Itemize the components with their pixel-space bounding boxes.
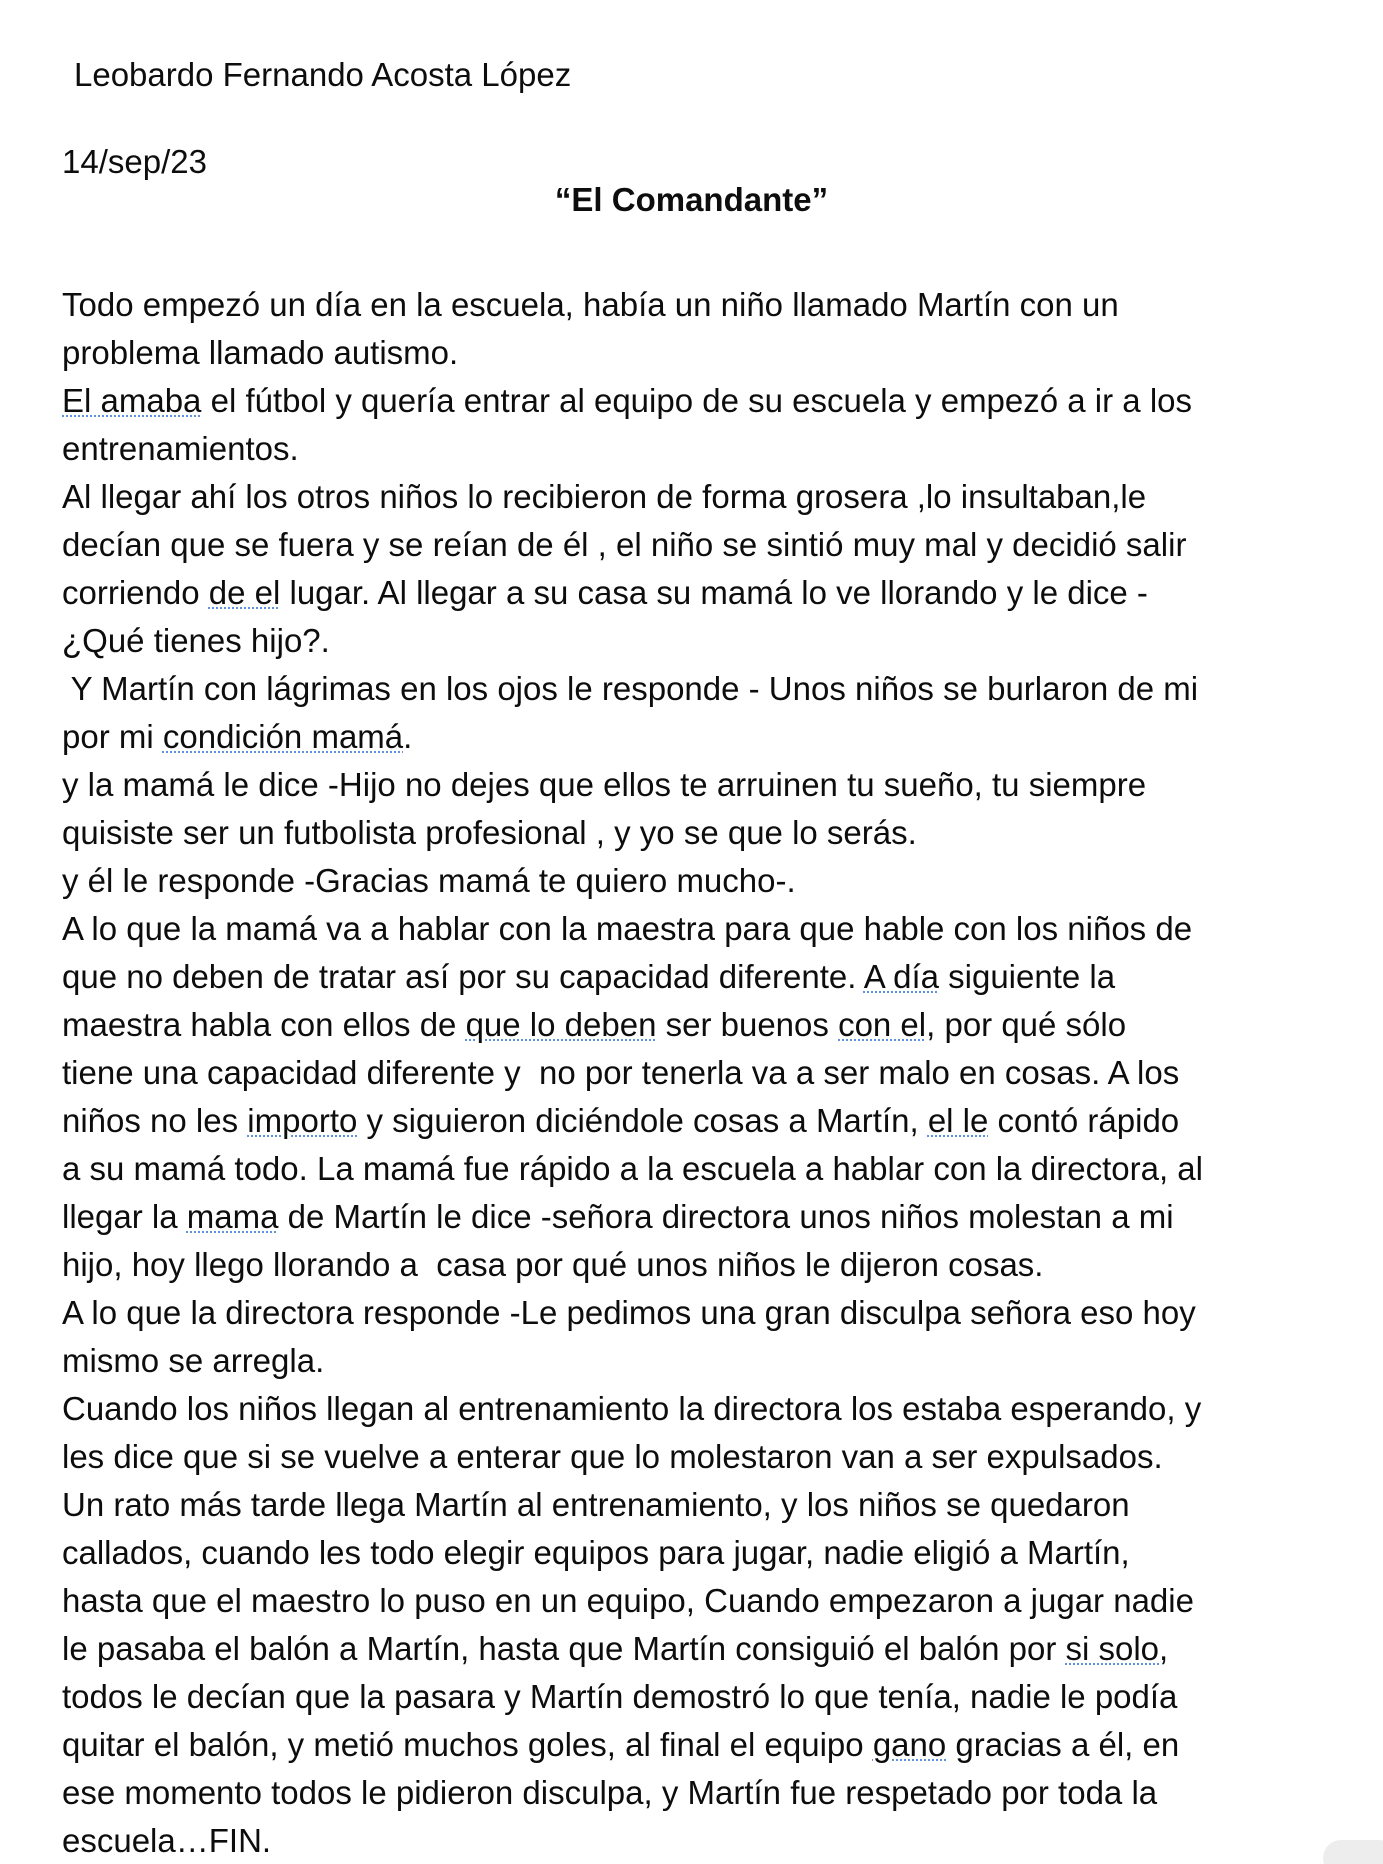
text-segment: problema llamado autismo. (62, 334, 459, 371)
text-segment: le pasaba el balón a Martín, hasta que Martín consiguió el balón por (62, 1630, 1066, 1667)
text-segment: , (1159, 1630, 1169, 1667)
text-segment: de Martín le dice -señora directora unos niños molestan a mi (278, 1198, 1174, 1235)
text-segment: A lo que la mamá va a hablar con la maestra para que hable con los niños de (62, 910, 1193, 947)
text-line (62, 1673, 1352, 1721)
text-line (62, 953, 1352, 1001)
text-line (62, 617, 1352, 665)
spellcheck-flagged-text[interactable]: gano (872, 1726, 947, 1763)
spellcheck-flagged-text[interactable]: el le (927, 1102, 989, 1139)
text-line (62, 1385, 1352, 1433)
text-segment: todos le decían que la pasara y Martín demostró lo que tenía, nadie le podía (62, 1678, 1178, 1715)
text-line (62, 1049, 1352, 1097)
document-date: 14/sep/23 (62, 143, 207, 180)
text-segment: Un rato más tarde llega Martín al entrenamiento, y los niños se quedaron (62, 1486, 1130, 1523)
document-title: “El Comandante” (554, 181, 829, 218)
text-segment: siguiente la (938, 958, 1116, 995)
text-segment: corriendo (62, 574, 209, 611)
text-segment: . (403, 718, 413, 755)
text-line (62, 1241, 1352, 1289)
spellcheck-flagged-text[interactable]: El amaba (62, 382, 202, 419)
spellcheck-flagged-text[interactable]: A día (863, 958, 939, 995)
text-segment: quisiste ser un futbolista profesional , y yo se que lo serás. (62, 814, 917, 851)
text-line (62, 857, 1352, 905)
spellcheck-flagged-text[interactable]: que lo deben (465, 1006, 657, 1043)
spellcheck-flagged-text[interactable]: con el (838, 1006, 927, 1043)
text-segment: entrenamientos. (62, 430, 299, 467)
text-segment: tiene una capacidad diferente y no por tenerla va a ser malo en cosas. A los (62, 1054, 1180, 1091)
text-line (62, 1097, 1352, 1145)
text-line (62, 281, 1352, 329)
text-line (62, 1481, 1352, 1529)
text-line (62, 1529, 1352, 1577)
text-line (62, 1001, 1352, 1049)
text-segment: ¿Qué tienes hijo?. (62, 622, 330, 659)
text-segment: A lo que la directora responde -Le pedimos una gran disculpa señora eso hoy (62, 1294, 1196, 1331)
text-segment: y él le responde -Gracias mamá te quiero mucho-. (62, 862, 796, 899)
spellcheck-flagged-text[interactable]: si solo (1065, 1630, 1160, 1667)
corner-widget (1323, 1840, 1383, 1864)
spellcheck-flagged-text[interactable]: importo (247, 1102, 358, 1139)
text-segment: ser buenos (656, 1006, 839, 1043)
text-segment: que no deben de tratar así por su capacidad diferente. (62, 958, 864, 995)
text-line (62, 1577, 1352, 1625)
text-line (62, 665, 1352, 713)
text-segment: mismo se arregla. (62, 1342, 325, 1379)
text-line (62, 761, 1352, 809)
text-line (62, 521, 1352, 569)
text-line (62, 329, 1352, 377)
text-segment: contó rápido (988, 1102, 1180, 1139)
text-line (62, 713, 1352, 761)
author-name: Leobardo Fernando Acosta López (74, 56, 572, 93)
text-line (62, 1193, 1352, 1241)
spellcheck-flagged-text[interactable]: de el (208, 574, 281, 611)
text-segment: Todo empezó un día en la escuela, había un niño llamado Martín con un (62, 286, 1119, 323)
text-segment: Y Martín con lágrimas en los ojos le responde - Unos niños se burlaron de mi (62, 670, 1199, 707)
text-segment: el fútbol y quería entrar al equipo de su escuela y empezó a ir a los (201, 382, 1193, 419)
text-line (62, 1145, 1352, 1193)
text-segment: , por qué sólo (926, 1006, 1127, 1043)
text-line (62, 1769, 1352, 1817)
text-segment: hijo, hoy llego llorando a casa por qué unos niños le dijeron cosas. (62, 1246, 1044, 1283)
text-segment: escuela…FIN. (62, 1822, 272, 1859)
text-segment: niños no les (62, 1102, 248, 1139)
text-segment: llegar la (62, 1198, 187, 1235)
document-body[interactable] (62, 281, 1352, 1864)
text-line (62, 1337, 1352, 1385)
text-line (62, 425, 1352, 473)
text-segment: maestra habla con ellos de (62, 1006, 466, 1043)
text-line (62, 569, 1352, 617)
text-segment: ese momento todos le pidieron disculpa, y Martín fue respetado por toda la (62, 1774, 1158, 1811)
text-segment: Cuando los niños llegan al entrenamiento la directora los estaba esperando, y (62, 1390, 1202, 1427)
text-segment: gracias a él, en (946, 1726, 1180, 1763)
text-line (62, 1433, 1352, 1481)
text-line (62, 905, 1352, 953)
text-line (62, 473, 1352, 521)
text-segment: por mi (62, 718, 163, 755)
text-segment: les dice que si se vuelve a enterar que lo molestaron van a ser expulsados. (62, 1438, 1163, 1475)
text-segment: a su mamá todo. La mamá fue rápido a la escuela a hablar con la directora, al (62, 1150, 1203, 1187)
text-segment: lugar. Al llegar a su casa su mamá lo ve llorando y le dice - (280, 574, 1148, 611)
spellcheck-flagged-text[interactable]: condición mamá (162, 718, 404, 755)
text-segment: y la mamá le dice -Hijo no dejes que ellos te arruinen tu sueño, tu siempre (62, 766, 1147, 803)
text-line (62, 377, 1352, 425)
text-segment: y siguieron diciéndole cosas a Martín, (357, 1102, 928, 1139)
text-line (62, 1721, 1352, 1769)
text-segment: Al llegar ahí los otros niños lo recibieron de forma grosera ,lo insultaban,le (62, 478, 1147, 515)
text-line (62, 1817, 1352, 1864)
text-segment: decían que se fuera y se reían de él , el niño se sintió muy mal y decidió salir (62, 526, 1187, 563)
text-line (62, 809, 1352, 857)
spellcheck-flagged-text[interactable]: mama (186, 1198, 279, 1235)
text-segment: callados, cuando les todo elegir equipos para jugar, nadie eligió a Martín, (62, 1534, 1130, 1571)
text-line (62, 1289, 1352, 1337)
text-line (62, 1625, 1352, 1673)
text-segment: hasta que el maestro lo puso en un equipo, Cuando empezaron a jugar nadie (62, 1582, 1194, 1619)
text-segment: quitar el balón, y metió muchos goles, al final el equipo (62, 1726, 873, 1763)
